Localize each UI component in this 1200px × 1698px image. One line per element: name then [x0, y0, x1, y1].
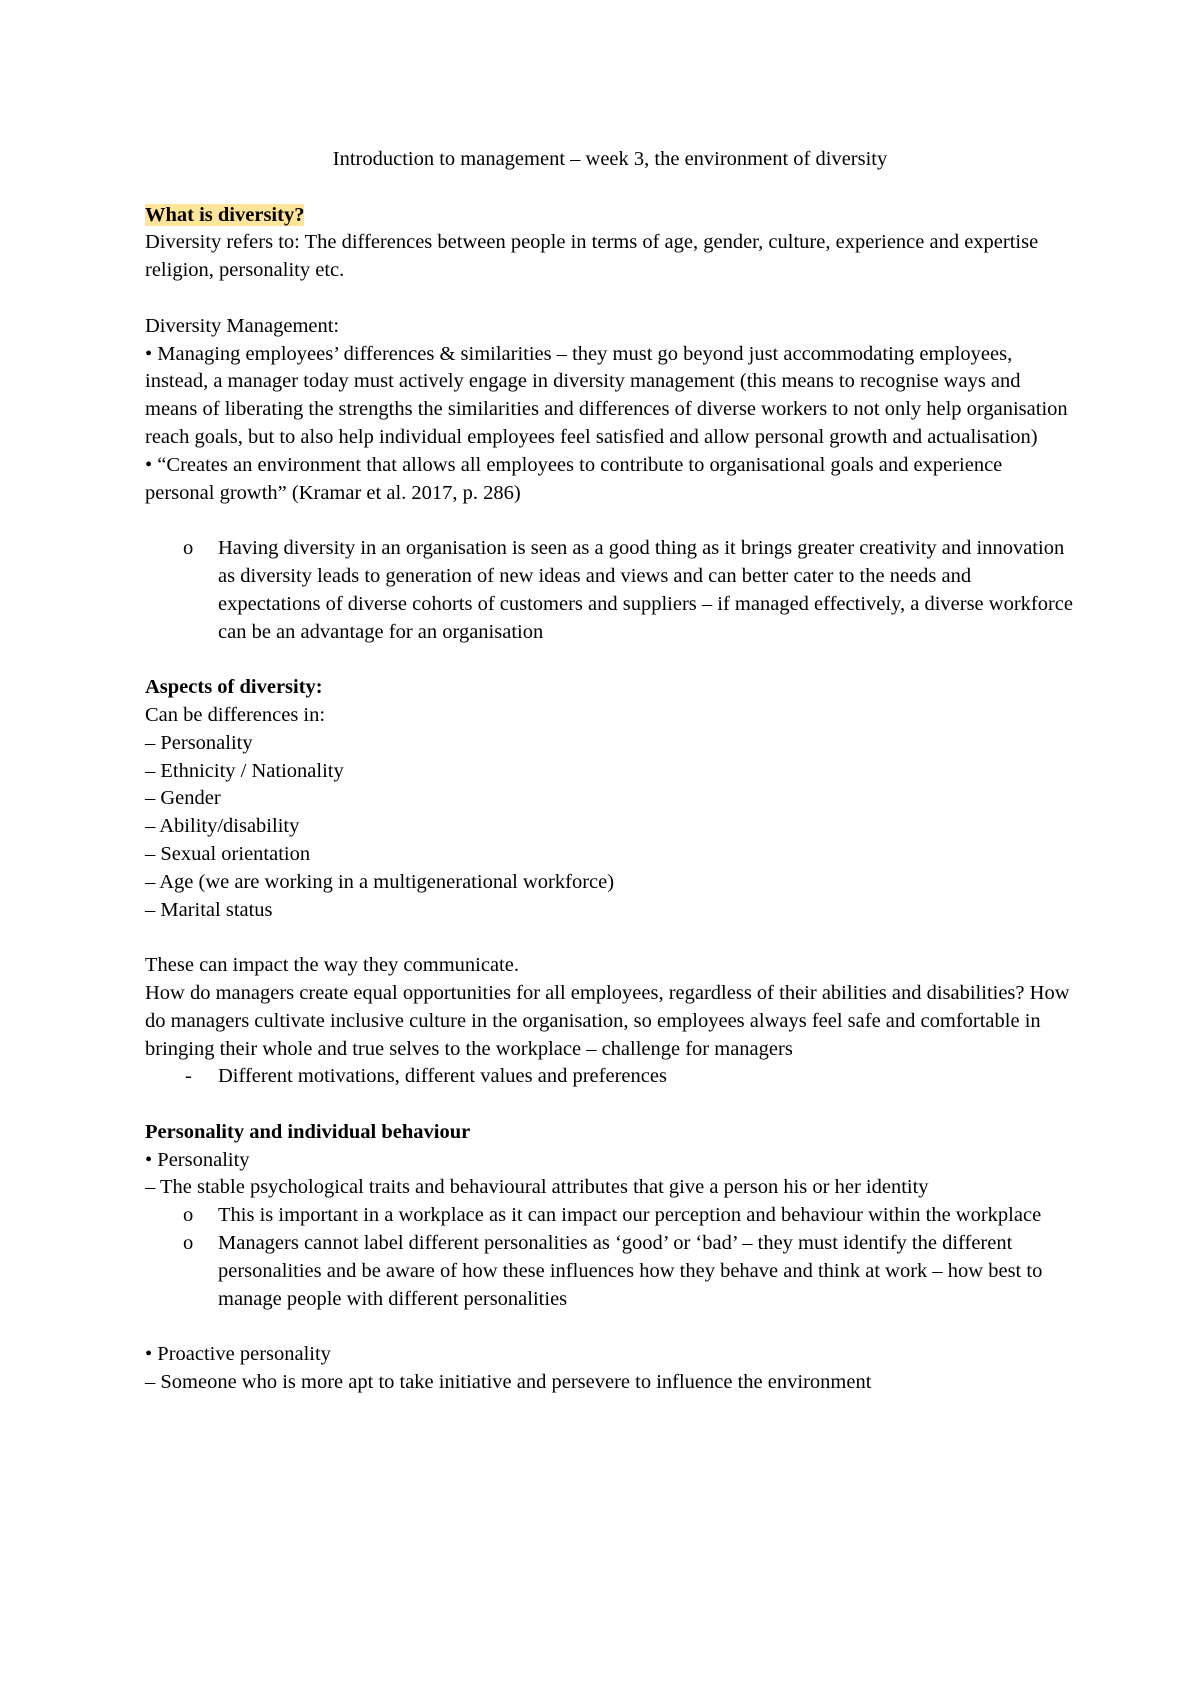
sub-item-diversity-good-thing [145, 535, 1075, 646]
aspect-item: – Gender [145, 787, 221, 810]
blank-line [145, 1091, 1075, 1119]
impact-statement: These can impact the way they communicate. [145, 954, 519, 977]
section-heading-what-is-diversity [145, 202, 1075, 230]
dash-item-motivations [145, 1063, 1075, 1091]
bullet-creates-environment: • “Creates an environment that allows all employees to contribute to organisational goals and experience personal growth” (Kramar et al. 2017, p. 286) [145, 453, 1003, 504]
aspect-item: – Personality [145, 731, 253, 754]
highlighted-heading: What is diversity? [145, 203, 305, 226]
aspect-item: – Age (we are working in a multigenerational workforce) [145, 870, 615, 893]
proactive-definition: – Someone who is more apt to take initiative and persevere to influence the environment [145, 1371, 872, 1394]
diversity-definition: Diversity refers to: The differences between people in terms of age, gender, culture, experience and expertise religion, personality etc. [145, 231, 1039, 282]
blank-line [145, 285, 1075, 313]
sub-item-text: This is important in a workplace as it can impact our perception and behaviour within the workplace [218, 1204, 1042, 1227]
blank-line [145, 646, 1075, 674]
aspects-intro: Can be differences in: [145, 703, 326, 726]
section-heading-personality: Personality and individual behaviour [145, 1120, 471, 1143]
bullet-managing-differences: • Managing employees’ differences & similarities – they must go beyond just accommodating employees, instead, a manager today must actively engage in diversity management (this means to recognise ways and means of liberating the strengths the similarities and differences of diverse workers to not only help organisation reach goals, but to also help individual employees feel satisfied and allow personal growth and actualisation) [145, 342, 1068, 448]
sub-bullet-marker: o [183, 537, 194, 560]
blank-line [145, 1313, 1075, 1341]
managers-question: How do managers create equal opportunities for all employees, regardless of their abilities and disabilities? How do managers cultivate inclusive culture in the organisation, so employees always feel safe and comfortable in bringing their whole and true selves to the workplace – challenge for managers [145, 981, 1070, 1060]
aspect-item: – Ethnicity / Nationality [145, 759, 344, 782]
sub-item-text: Managers cannot label different personalities as ‘good’ or ‘bad’ – they must identify the different personalities and be aware of how these influences how they behave and think at work – how best to manage people with different personalities [218, 1232, 1043, 1310]
aspect-item: – Marital status [145, 898, 273, 921]
blank-line [145, 924, 1075, 952]
document-content [145, 146, 1075, 1397]
bullet-proactive-personality: • Proactive personality [145, 1343, 331, 1366]
sub-bullet-marker: o [183, 1232, 194, 1255]
section-heading-aspects: Aspects of diversity: [145, 676, 323, 699]
blank-line [145, 507, 1075, 535]
sub-bullet-marker: o [183, 1204, 194, 1227]
aspect-item: – Ability/disability [145, 815, 300, 838]
dash-marker: - [185, 1065, 192, 1088]
diversity-management-label: Diversity Management: [145, 314, 340, 337]
document-title: Introduction to management – week 3, the environment of diversity [332, 148, 888, 170]
dash-item-text: Different motivations, different values and preferences [218, 1065, 667, 1088]
aspect-item: – Sexual orientation [145, 842, 311, 865]
sub-item-perception [145, 1202, 1075, 1230]
bullet-personality: • Personality [145, 1148, 250, 1171]
personality-definition: – The stable psychological traits and behavioural attributes that give a person his or her identity [145, 1176, 929, 1199]
sub-item-labels [145, 1230, 1075, 1313]
sub-item-text: Having diversity in an organisation is seen as a good thing as it brings greater creativity and innovation as diversity leads to generation of new ideas and views and can better cater to the needs and expectations of diverse cohorts of customers and suppliers – if managed effectively, a diverse workforce can be an advantage for an organisation [218, 537, 1074, 643]
